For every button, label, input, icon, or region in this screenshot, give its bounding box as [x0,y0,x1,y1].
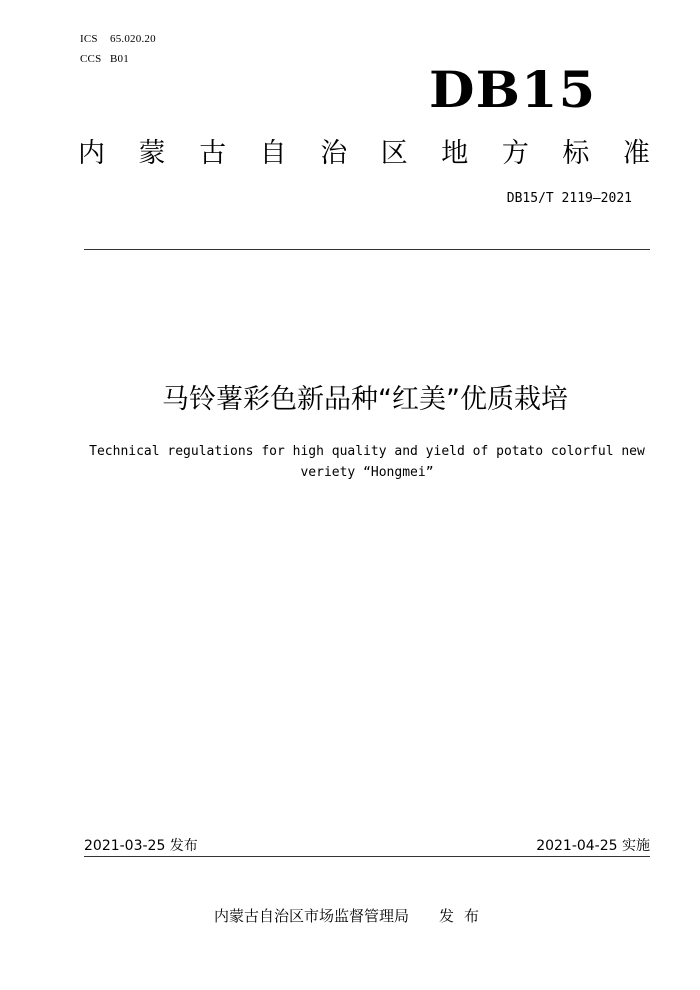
publisher-name: 内蒙古自治区市场监督管理局 [214,907,410,925]
standard-type-char: 内 [78,138,105,169]
ccs-code: B01 [110,53,129,65]
standard-type-char: 标 [562,138,590,169]
ics-label: ICS [80,33,98,45]
implementation-date: 2021-04-25 实施 [536,838,650,854]
standard-type-char: 自 [259,138,287,169]
document-title-chinese: 马铃薯彩色新品种“红美”优质栽培 [162,384,568,415]
document-title-english [84,441,650,483]
standard-type-char: 地 [441,138,469,169]
ccs-label: CCS [80,53,102,65]
footer-divider [84,856,650,857]
publisher-line [214,905,489,926]
english-title-line: Technical regulations for high quality and yield of potato colorful new [89,444,645,459]
publisher-action: 发布 [439,907,490,925]
standard-type-heading [78,134,650,174]
standard-type-char: 蒙 [138,138,166,169]
ccs-classification [80,53,129,65]
header-divider [84,249,650,250]
standard-logo: DB15 [428,60,596,119]
standard-type-char: 治 [320,138,348,169]
standard-type-char: 区 [380,138,408,169]
english-title-line: veriety “Hongmei” [300,465,434,480]
ics-classification [80,33,156,45]
standard-type-char: 方 [501,138,529,169]
standard-type-char: 准 [622,138,650,169]
standard-number: DB15/T 2119—2021 [506,191,632,206]
standard-type-char: 古 [199,138,227,169]
issue-date: 2021-03-25 发布 [84,838,198,854]
ics-code: 65.020.20 [110,33,156,45]
